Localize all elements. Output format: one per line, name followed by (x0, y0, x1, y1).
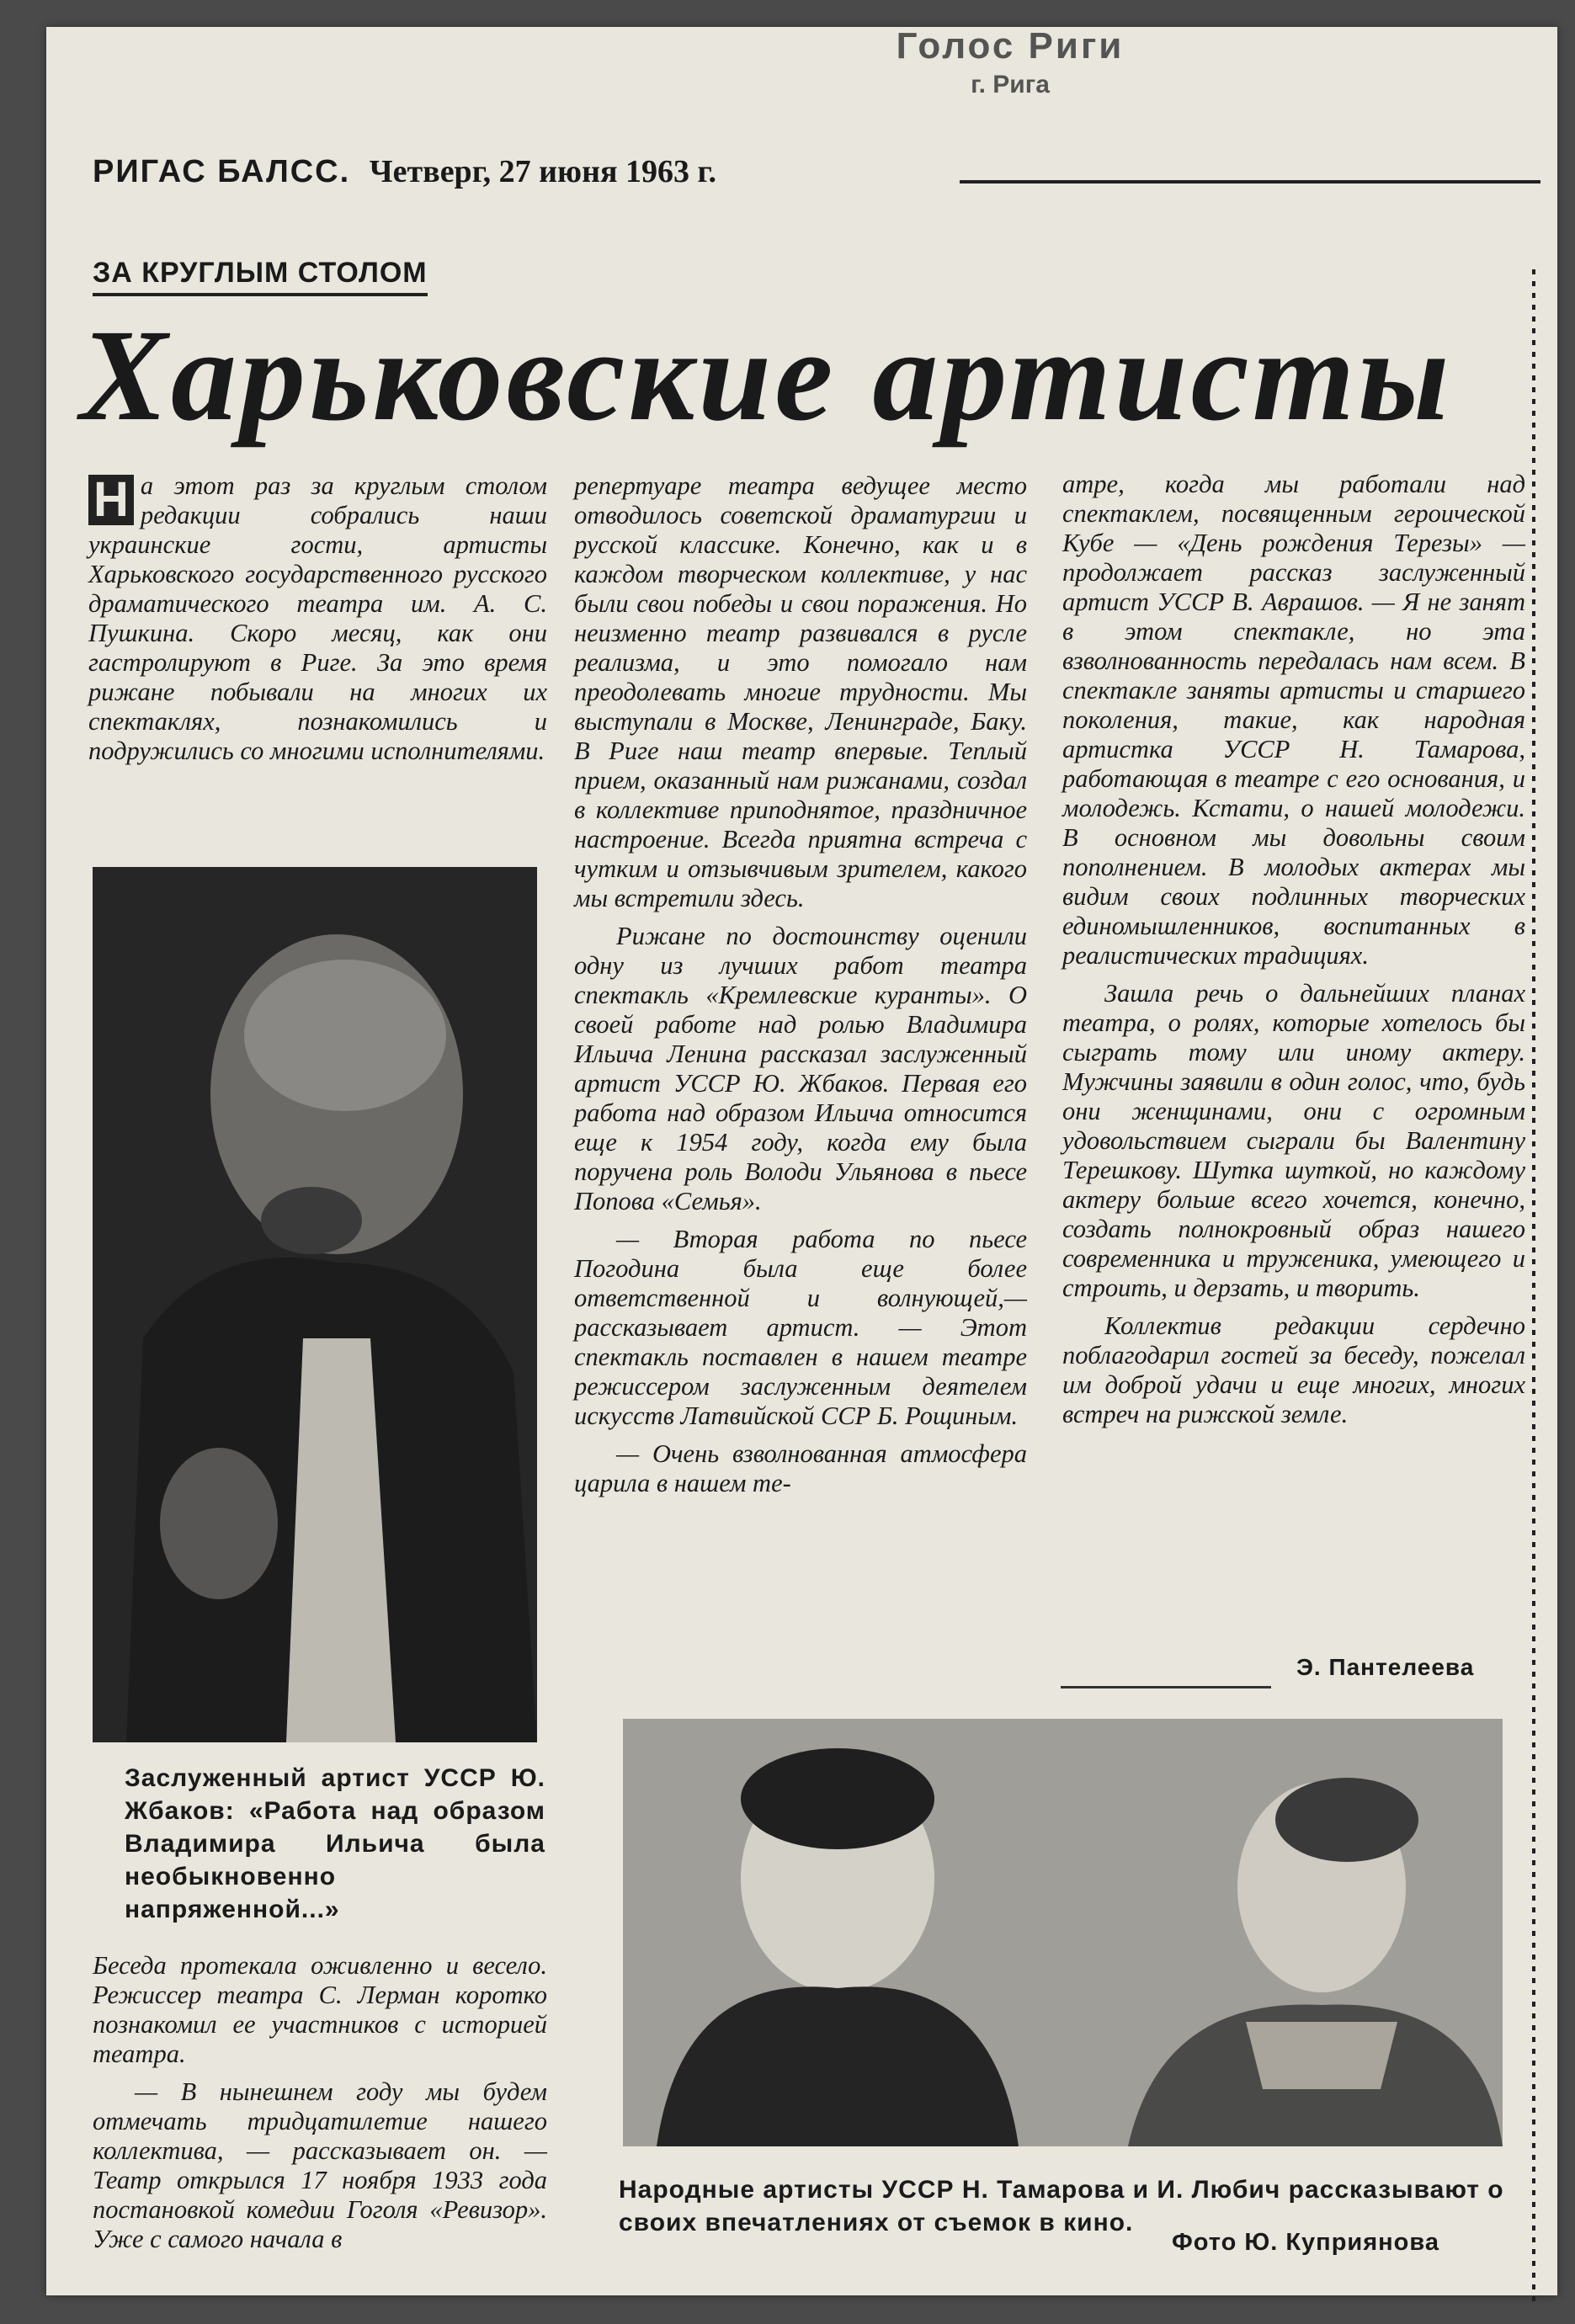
portrait-photo-zhbakov (93, 867, 537, 1742)
photo-credit: Фото Ю. Куприянова (1172, 2229, 1439, 2256)
paragraph: — В нынешнем году мы будем отмечать тридцатилетие нашего коллектива, — рассказывает он. — Театр открылся 17 ноября 1933 года постановкой комедии Гоголя «Ревизор». Уже с самого начала в (93, 2077, 547, 2253)
paragraph: Рижане по достоинству оценили одну из лучших работ театра спектакль «Кремлевские куранты». О своей работе над ролью Владимира Ильича Ленина рассказал заслуженный артист УССР Ю. Жбаков. Первая его работа над образом Ильича относится еще к 1954 году, когда ему была поручена роль Володи Ульянова в пьесе Попова «Семья». (574, 922, 1027, 1215)
paragraph: репертуаре театра ведущее место отводилось советской драматургии и русской классике. Конечно, как и в каждом творческом коллективе, у нас были свои победы и свои поражения. Но неизменно театр развивался в русле реализма, и это помогало нам преодолевать многие трудности. Мы выступали в Москве, Ленинграде, Баку. В Риге наш театр впервые. Теплый прием, оказанный нам рижанами, создал в коллективе приподнятое, праздничное настроение. Всегда приятна встреча с чутким и отзывчивым зрителем, какого мы встретили здесь. (574, 471, 1027, 912)
paragraph: Зашла речь о дальнейших планах театра, о ролях, которые хотелось бы сыграть тому или иному актеру. Мужчины заявили в один голос, что, будь они женщинами, они с огромным удовольствием сыграли бы Валентину Терешкову. Шутка шуткой, но каждому актеру больше всего хочется, конечно, создать полнокровный образ нашего современника и труженика, умеющего и строить, и дерзать, и творить. (1062, 979, 1525, 1302)
paragraph: Коллектив редакции сердечно поблагодарил гостей за беседу, пожелал им доброй удачи и еще многих, многих встреч на рижской земле. (1062, 1311, 1525, 1428)
issue-date: Четверг, 27 июня 1963 г. (369, 154, 717, 189)
paragraph: — Очень взволнованная атмосфера царила в нашем те- (574, 1439, 1027, 1497)
article-headline: Харьковские артисты (80, 302, 1453, 448)
archive-stamp (875, 25, 1145, 99)
masthead (93, 153, 716, 190)
group-photo-caption: Народные артисты УССР Н. Тамарова и И. Любич рассказывают о своих впечатлениях от съемок в кино. (619, 2176, 1504, 2236)
perforation-edge (1532, 269, 1535, 2306)
masthead-rule (960, 180, 1540, 183)
newspaper-name: РИГАС БАЛСС. (93, 154, 351, 189)
group-photo-tamarova-lyubich (623, 1719, 1503, 2146)
stamp-line-2: г. Рига (971, 71, 1050, 98)
author-signature: Э. Пантелеева (1296, 1654, 1475, 1680)
portrait-caption: Заслуженный артист УССР Ю. Жбаков: «Работа над образом Владимира Ильича была необыкновенно напряженной...» (125, 1764, 545, 1923)
paragraph: — Вторая работа по пьесе Погодина была еще более ответственной и волнующей,— рассказывает артист. — Этот спектакль поставлен в нашем театре режиссером заслуженным деятелем искусств Латвийской ССР Б. Рощиным. (574, 1225, 1027, 1430)
stamp-line-1: Голос Риги (896, 25, 1125, 66)
signature-rule (1061, 1686, 1271, 1688)
drop-cap: Н (88, 475, 134, 525)
section-rubric: ЗА КРУГЛЫМ СТОЛОМ (93, 257, 428, 296)
paragraph: Беседа протекала оживленно и весело. Режиссер театра С. Лерман коротко познакомил ее участников с историей театра. (93, 1951, 547, 2068)
column-1-intro (88, 471, 547, 774)
column-1-continued (93, 1951, 547, 2263)
intro-paragraph: а этот раз за круглым столом редакции собрались наши украинские гости, артисты Харьковского государственного русского драматического театра им. А. С. Пушкина. Скоро месяц, как они гастролируют в Риге. За это время рижане побывали на многих их спектаклях, познакомились и подружились со многими исполнителями. (88, 471, 547, 765)
column-2 (574, 471, 1027, 1507)
column-3 (1062, 470, 1525, 1438)
paragraph: атре, когда мы работали над спектаклем, посвященным героической Кубе — «День рождения Терезы» — продолжает рассказ заслуженный артист УССР В. Аврашов. — Я не занят в этом спектакле, но эта взволнованность передалась нам всем. В спектакле заняты артисты и старшего поколения, такие, как народная артистка УССР Н. Тамарова, работающая в театре с его основания, и молодежь. Кстати, о нашей молодежи. В основном мы довольны своим пополнением. В молодых актерах мы видим своих подлинных творческих единомышленников, воспитанных в реалистических традициях. (1062, 470, 1525, 970)
